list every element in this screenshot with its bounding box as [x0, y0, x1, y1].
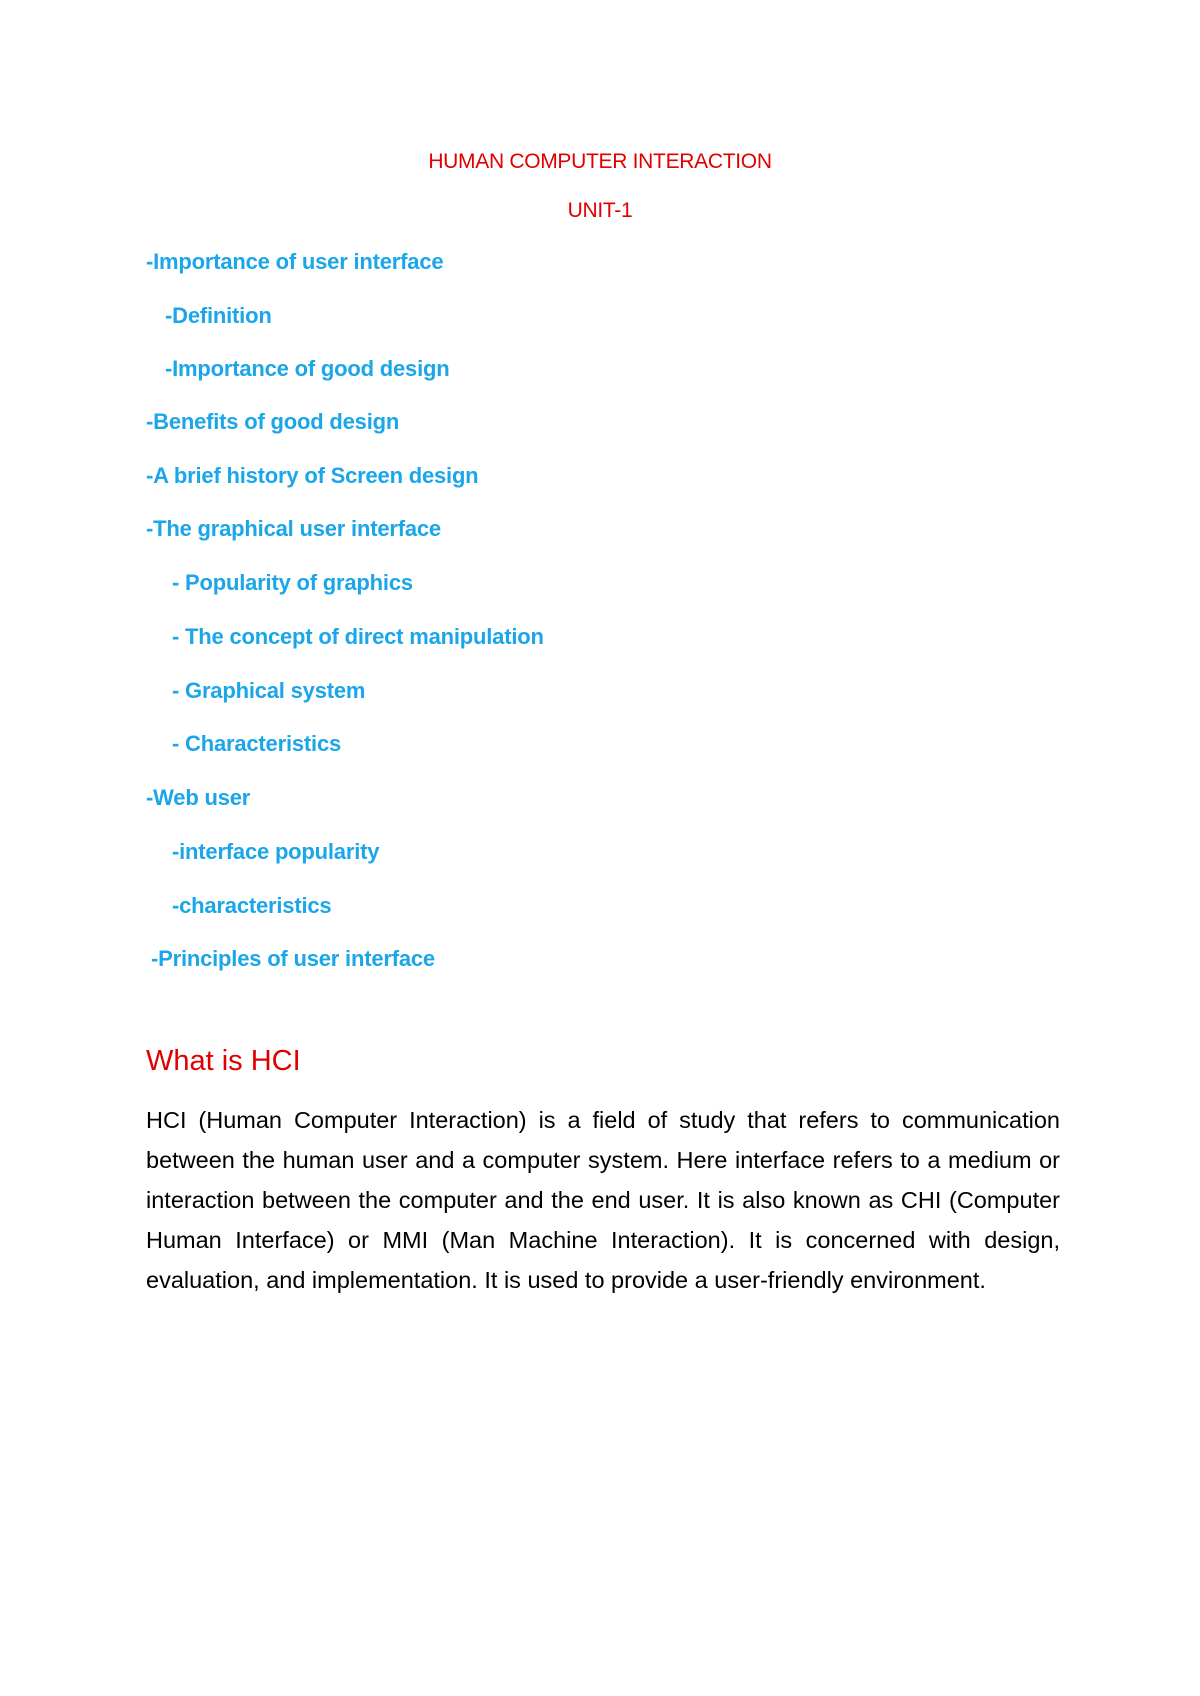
- topic-item: -A brief history of Screen design: [146, 463, 479, 488]
- topic-item: -Web user: [146, 785, 251, 810]
- unit-label: UNIT-1: [567, 199, 633, 222]
- topic-item: - Characteristics: [172, 731, 342, 756]
- topic-item: - Graphical system: [172, 678, 366, 703]
- topic-item: -interface popularity: [172, 839, 380, 864]
- section-paragraph: HCI (Human Computer Interaction) is a field of study that refers to communication between the human user and a computer system. Here interface refers to a medium or interaction between the computer and the end user. It is also known as CHI (Computer Human Interface) or MMI (Man Machine Interaction). It is concerned with design, evaluation, and implementation. It is used to provide a user-friendly environment.: [146, 1107, 1060, 1293]
- topic-item: -characteristics: [172, 893, 332, 918]
- section-heading: What is HCI: [146, 1045, 301, 1077]
- topic-item: -The graphical user interface: [146, 516, 441, 541]
- topic-item: -Definition: [165, 303, 272, 328]
- document-title: HUMAN COMPUTER INTERACTION: [428, 150, 772, 173]
- topic-item: - The concept of direct manipulation: [172, 624, 544, 649]
- topic-item: -Importance of user interface: [146, 249, 444, 274]
- topic-item: -Principles of user interface: [151, 946, 435, 971]
- topic-item: -Benefits of good design: [146, 409, 400, 434]
- topic-item: - Popularity of graphics: [172, 570, 413, 595]
- topic-item: -Importance of good design: [165, 356, 450, 381]
